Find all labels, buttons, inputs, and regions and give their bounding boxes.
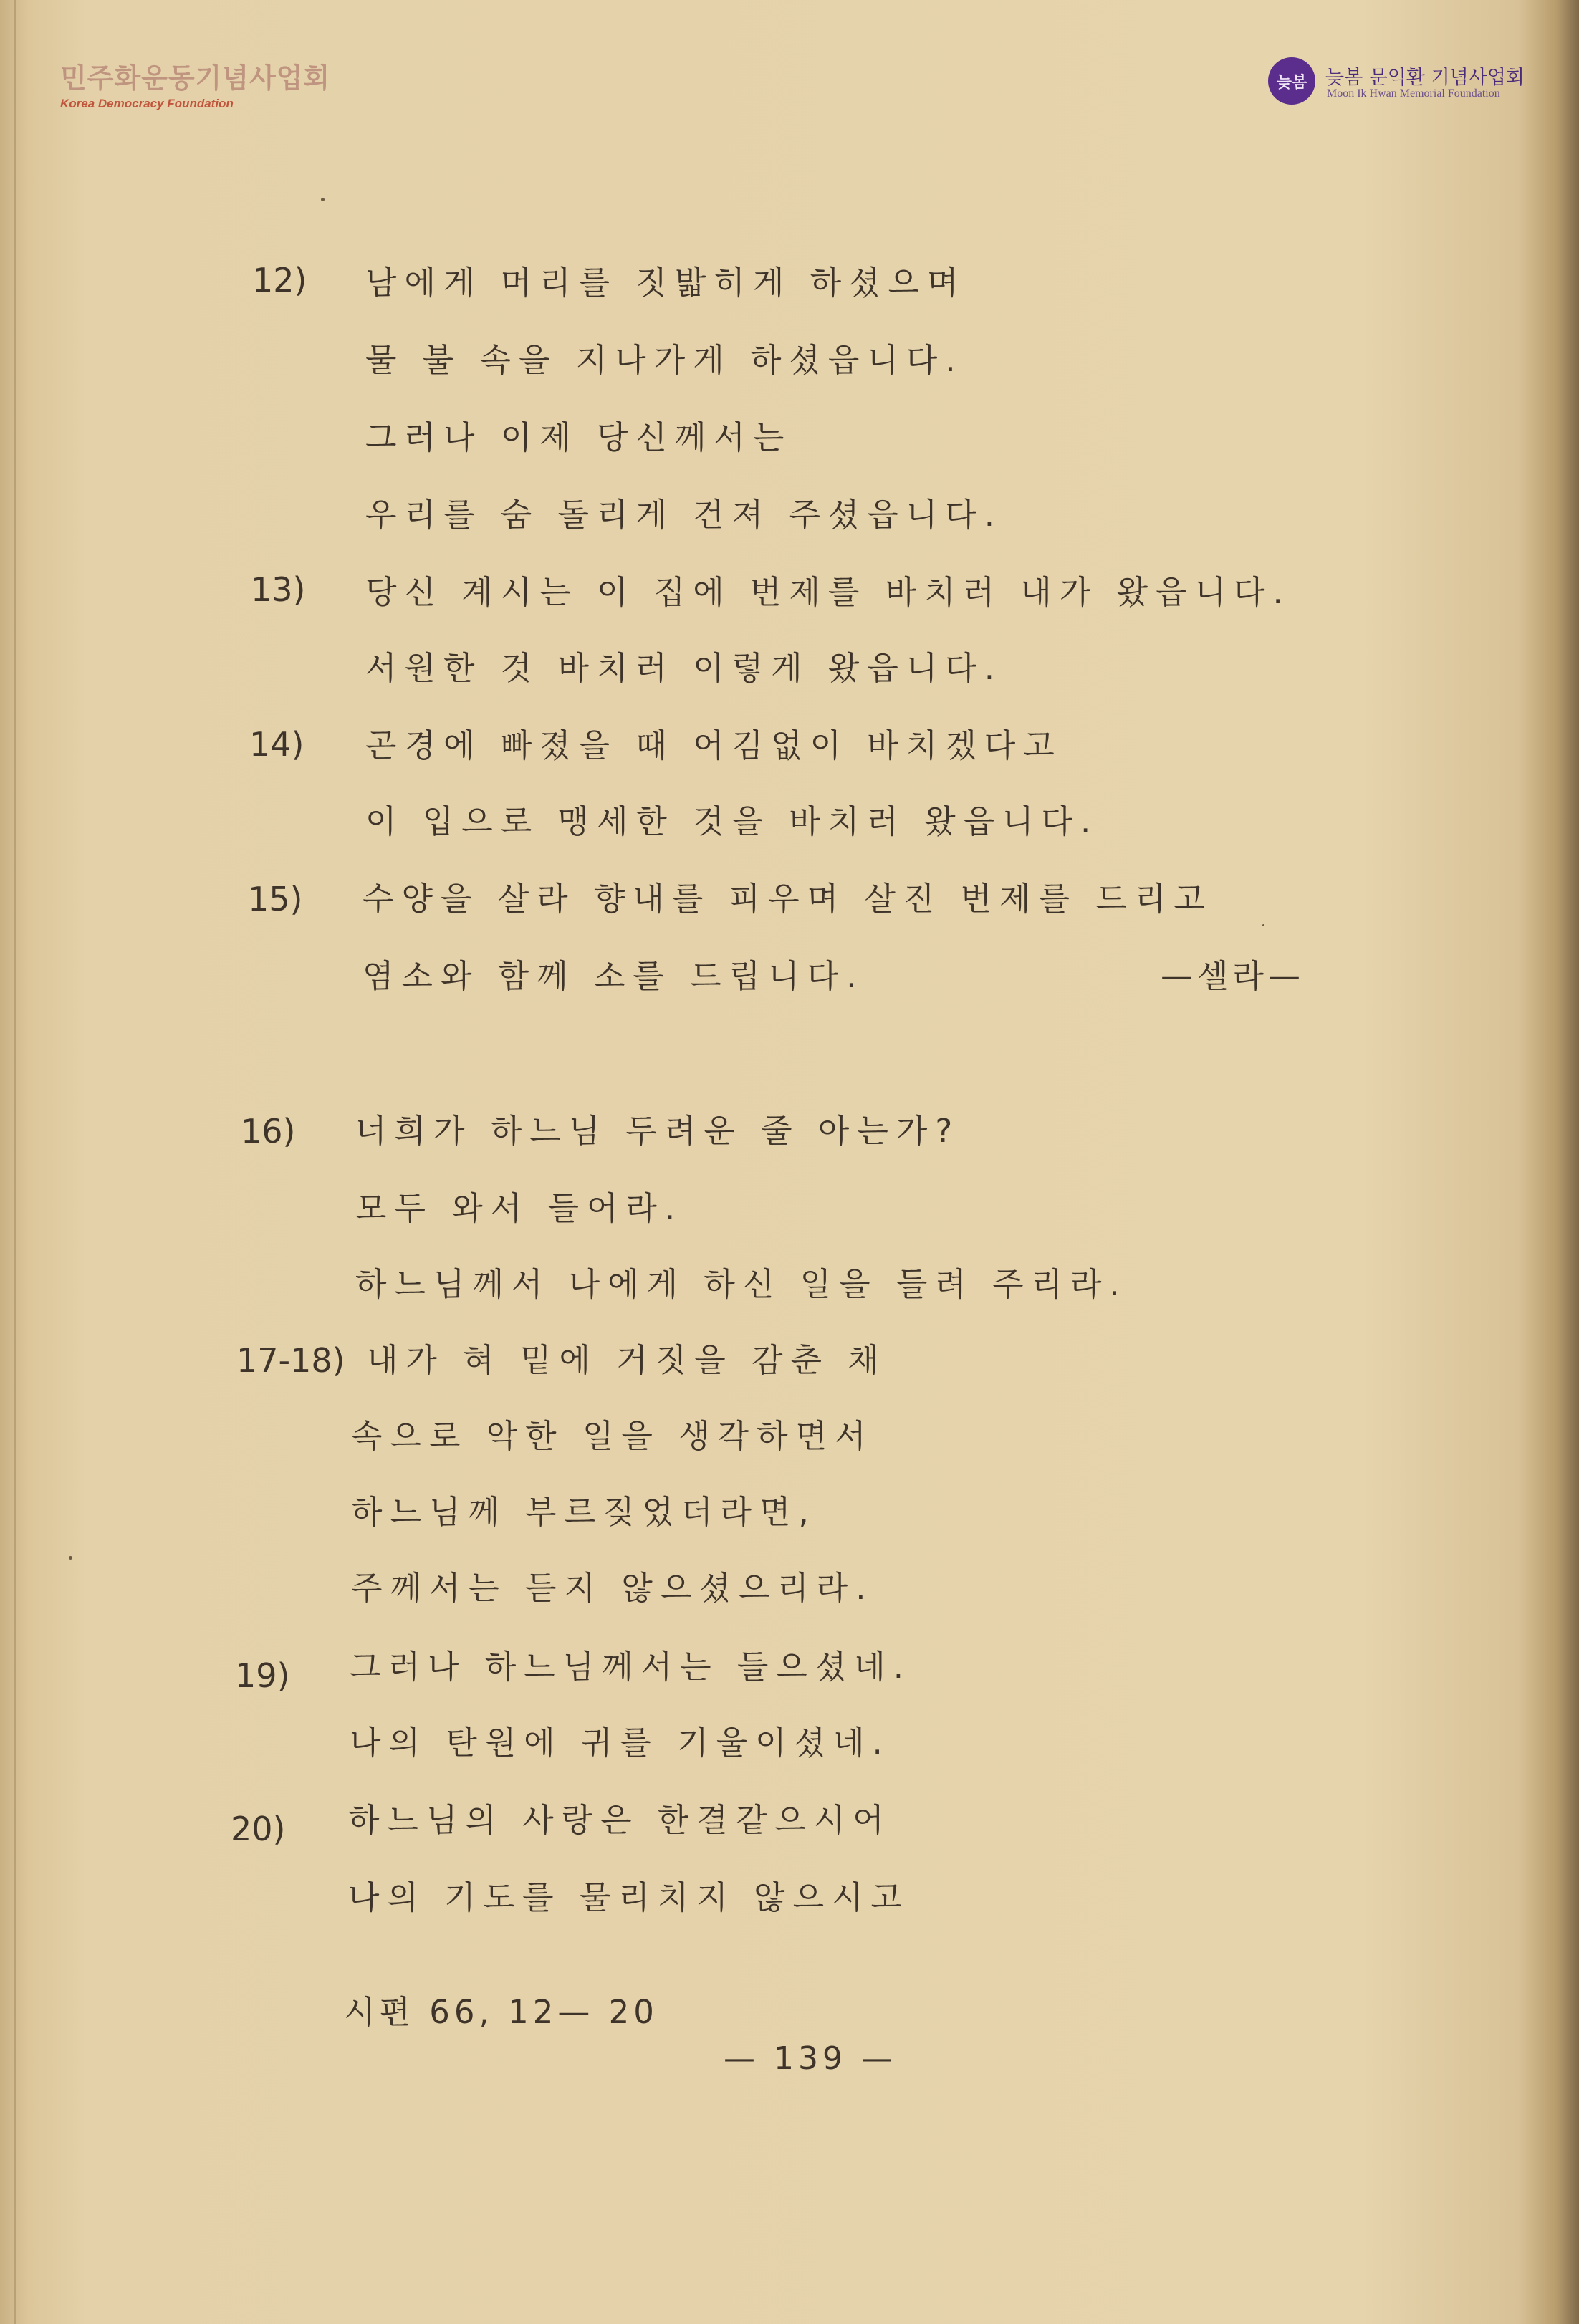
verse-line: 하느님께 부르짖었더라면,: [351, 1493, 817, 1531]
moon-ik-hwan-foundation-logo: [1268, 57, 1526, 107]
verse-number: 20): [231, 1810, 286, 1848]
verse-line: 서원한 것 바치러 이렇게 왔읍니다.: [365, 649, 1003, 687]
verse-line: 우리를 숨 돌리게 건져 주셨읍니다.: [365, 496, 1003, 534]
paper-speck: [321, 198, 325, 201]
page-edge: [1556, 0, 1579, 2324]
logo-right-english: Moon Ik Hwan Memorial Foundation: [1327, 87, 1500, 100]
verse-line: 염소와 함께 소를 드립니다.: [363, 957, 865, 995]
verse-number: 15): [248, 880, 303, 918]
verse-line: 내가 혀 밑에 거짓을 감춘 채: [367, 1341, 887, 1379]
verse-line: 수양을 살라 향내를 피우며 살진 번제를 드리고: [363, 880, 1213, 918]
seal-icon: [1268, 57, 1315, 105]
verse-line: 그러나 이제 당신께서는: [365, 418, 792, 456]
verse-number: 19): [235, 1656, 290, 1695]
paper-speck: [1262, 924, 1264, 926]
verse-line: 남에게 머리를 짓밟히게 하셨으며: [365, 264, 966, 302]
verse-line: 나의 기도를 물리치지 않으시고: [348, 1878, 911, 1916]
verse-line: 당신 계시는 이 집에 번제를 바치러 내가 왔읍니다.: [365, 573, 1291, 611]
verse-line: 그러나 하느님께서는 들으셨네.: [350, 1648, 912, 1686]
verse-line: 주께서는 듣지 않으셨으리라.: [351, 1569, 874, 1607]
verse-line: 곤경에 빠졌을 때 어김없이 바치겠다고: [365, 726, 1062, 764]
verse-line: 모두 와서 들어라.: [355, 1189, 683, 1227]
verse-number: 13): [251, 570, 306, 609]
scripture-citation: 시편 66, 12— 20: [344, 1993, 658, 2031]
selah-marker: —셀라—: [1161, 957, 1305, 995]
verse-line: 하느님의 사랑은 한결같으시어: [348, 1801, 892, 1839]
seal-text: 늦봄: [1276, 74, 1307, 92]
verse-line: 속으로 악한 일을 생각하면서: [351, 1417, 874, 1455]
korea-democracy-foundation-logo: [60, 56, 330, 111]
verse-number: 14): [249, 725, 304, 764]
paper-speck: [69, 1556, 72, 1560]
verse-line: 너희가 하느님 두려운 줄 아는가?: [355, 1112, 961, 1150]
verse-line: 물 불 속을 지나가게 하셨읍니다.: [365, 341, 964, 379]
binding-gutter: [14, 0, 16, 2324]
verse-line: 하느님께서 나에게 하신 일을 들려 주리라.: [355, 1265, 1128, 1303]
logo-right-korean: 늦봄 문익환 기념사업회: [1325, 67, 1525, 89]
verse-number: 12): [252, 261, 307, 299]
verse-number: 17-18): [236, 1341, 345, 1380]
verse-line: 나의 탄원에 귀를 기울이셨네.: [350, 1724, 891, 1762]
page-number: — 139 —: [724, 2040, 897, 2077]
logo-left-english: Korea Democracy Foundation: [60, 97, 234, 110]
verse-line: 이 입으로 맹세한 것을 바치러 왔읍니다.: [365, 802, 1099, 840]
logo-left-korean: 민주화운동기념사업회: [60, 62, 331, 94]
verse-number: 16): [241, 1112, 296, 1151]
